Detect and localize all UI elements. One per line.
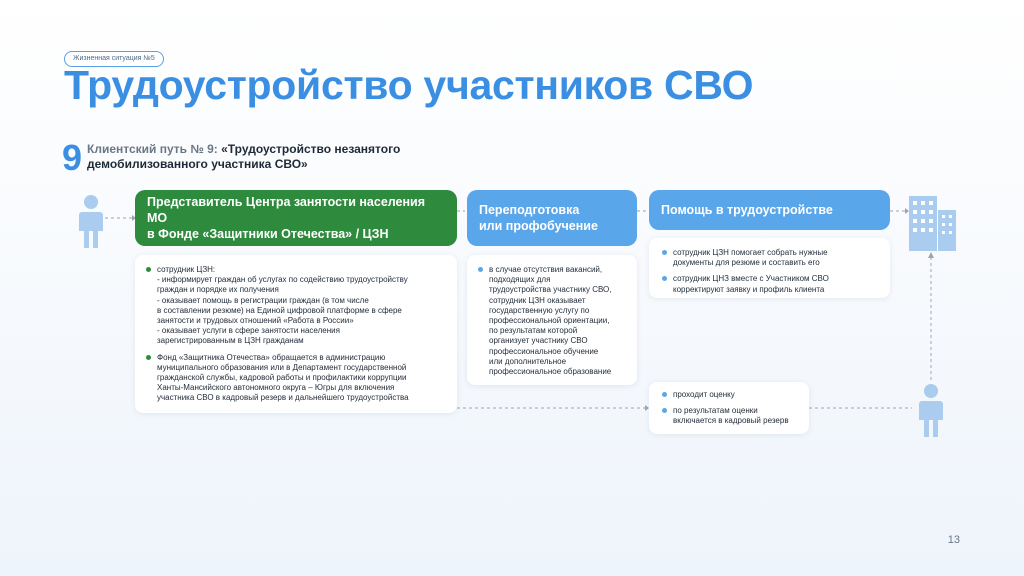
page-number: 13 [947,534,960,546]
card-czn-actions [135,255,457,413]
card-job-assistance-details [649,238,890,298]
step-retraining [467,190,637,246]
person-icon [919,384,943,437]
step-label: Помощь в трудоустройстве [661,203,833,217]
step-job-assistance [649,190,890,230]
page-title: Трудоустройство участников СВО [64,62,754,108]
list-item: сотрудник ЦЗН помогает собрать нужные документы для резюме и составить его [673,248,880,268]
step-label: Переподготовка или профобучение [479,203,598,233]
list-item: проходит оценку [673,390,799,400]
list-item: сотрудник ЦЗН: - информирует граждан об услугах по содействию трудоустройству граждан и порядке их получения - оказывает помощь в регистрации граждан (в том числе в составлении резюме) на Единой цифровой платформе в сфере занятости и трудовых отношений «Работа в России» - оказывает услуги в сфере занятости населения зарегистрированным в ЦЗН гражданам [157,265,445,347]
building-icon [909,196,956,251]
list-item: Фонд «Защитника Отечества» обращается в администрацию муниципального образования или в Департамент государственной гражданской службы, кадровой работы и профилактики коррупции Ханты-Мансийского автономного округа – Югры для включения участника СВО в кадровый резерв и дальнейшего трудоустройства [157,353,445,404]
life-situation-tag: Жизненная ситуация №5 [64,51,164,67]
step-czn-representative [135,190,457,246]
card-personnel-reserve [649,382,809,434]
person-icon [79,195,103,248]
list-item: сотрудник ЦНЗ вместе с Участником СВО корректируют заявку и профиль клиента [673,274,880,294]
journey-name-line1: «Трудоустройство незанятого [221,142,401,156]
step-label: Представитель Центра занятости населения МО в Фонде «Защитники Отечества» / ЦЗН [147,195,426,241]
journey-lead: Клиентский путь № 9: [87,142,218,156]
journey-number: 9 [62,137,83,178]
card-retraining-details [467,255,637,385]
journey-name-line2: демобилизованного участника СВО» [87,157,308,171]
list-item: по результатам оценки включается в кадровый резерв [673,406,799,426]
list-item: в случае отсутствия вакансий, подходящих для трудоустройства участнику СВО, сотрудник ЦЗН оказывает государственную услугу по профессиональной ориентации, по результатам которой организует участнику СВО профессиональное обучение или дополнительное профессиональное образование [489,265,629,377]
